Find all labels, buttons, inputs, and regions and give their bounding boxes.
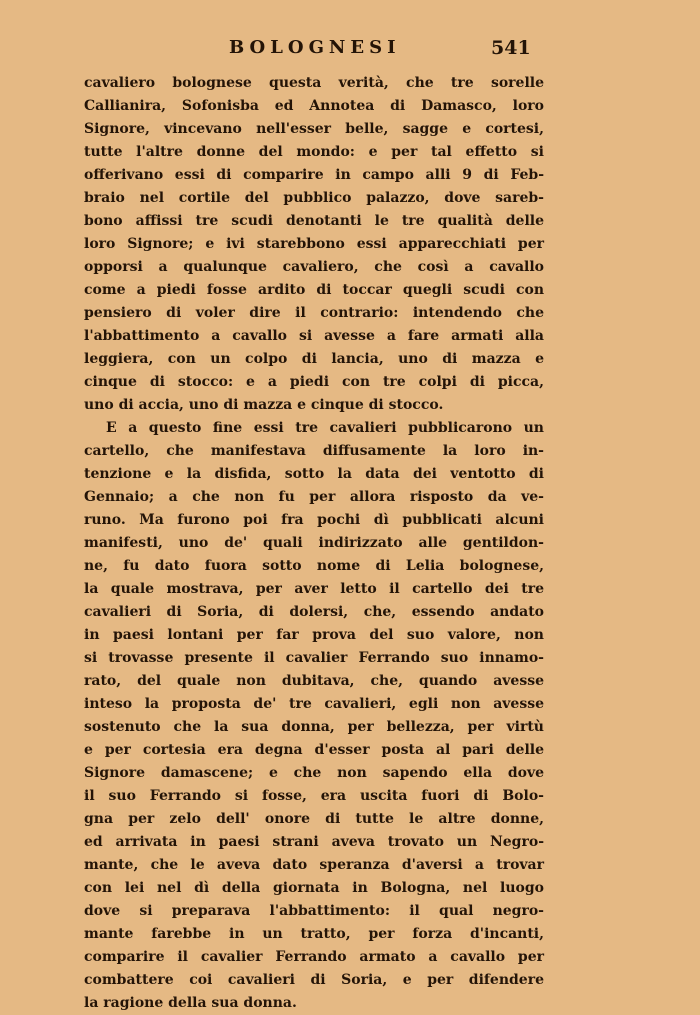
text-line: braio nel cortile del pubblico palazzo, dove sareb-	[84, 190, 544, 206]
running-head	[0, 36, 700, 66]
text-line: si trovasse presente il cavalier Ferrando suo innamo-	[84, 650, 544, 666]
page-number: 541	[491, 37, 531, 59]
text-line: in paesi lontani per far prova del suo valore, non	[84, 627, 544, 643]
text-line: con lei nel dì della giornata in Bologna, nel luogo	[84, 880, 544, 896]
text-line: gna per zelo dell' onore di tutte le altre donne,	[84, 811, 544, 827]
text-line: mante, che le aveva dato speranza d'aversi a trovar	[84, 857, 544, 873]
text-line: ed arrivata in paesi strani aveva trovato un Negro-	[84, 834, 544, 850]
text-line: cavalieri di Soria, di dolersi, che, essendo andato	[84, 604, 544, 620]
text-line: loro Signore; e ivi starebbono essi apparecchiati per	[84, 236, 544, 252]
paragraph-first-line: E a questo fine essi tre cavalieri pubblicarono un	[106, 420, 544, 436]
text-line: e per cortesia era degna d'esser posta al pari delle	[84, 742, 544, 758]
text-line: cavaliero bolognese questa verità, che tre sorelle	[84, 75, 544, 91]
text-line: cinque di stocco: e a piedi con tre colpi di picca,	[84, 374, 544, 390]
text-line: offerivano essi di comparire in campo alli 9 di Feb-	[84, 167, 544, 183]
text-line: inteso la proposta de' tre cavalieri, egli non avesse	[84, 696, 544, 712]
text-line: rato, del quale non dubitava, che, quando avesse	[84, 673, 544, 689]
text-line: Callianira, Sofonisba ed Annotea di Damasco, loro	[84, 98, 544, 114]
text-line: pensiero di voler dire il contrario: intendendo che	[84, 305, 544, 321]
text-line: l'abbattimento a cavallo si avesse a fare armati alla	[84, 328, 544, 344]
text-line: la ragione della sua donna.	[84, 995, 297, 1011]
text-line: manifesti, uno de' quali indirizzato alle gentildon-	[84, 535, 544, 551]
text-line: uno di accia, uno di mazza e cinque di stocco.	[84, 397, 444, 413]
text-line: tutte l'altre donne del mondo: e per tal effetto si	[84, 144, 544, 160]
text-line: runo. Ma furono poi fra pochi dì pubblicati alcuni	[84, 512, 544, 528]
text-line: ne, fu dato fuora sotto nome di Lelia bolognese,	[84, 558, 544, 574]
text-line: Signore, vincevano nell'esser belle, sagge e cortesi,	[84, 121, 544, 137]
text-line: combattere coi cavalieri di Soria, e per difendere	[84, 972, 544, 988]
text-line: la quale mostrava, per aver letto il cartello dei tre	[84, 581, 544, 597]
text-line: come a piedi fosse ardito di toccar quegli scudi con	[84, 282, 544, 298]
text-line: mante farebbe in un tratto, per forza d'incanti,	[84, 926, 544, 942]
text-line: dove si preparava l'abbattimento: il qual negro-	[84, 903, 544, 919]
text-line: comparire il cavalier Ferrando armato a cavallo per	[84, 949, 544, 965]
body-text	[84, 72, 544, 1015]
text-line: opporsi a qualunque cavaliero, che così a cavallo	[84, 259, 544, 275]
text-line: cartello, che manifestava diffusamente la loro in-	[84, 443, 544, 459]
text-line: il suo Ferrando si fosse, era uscita fuori di Bolo-	[84, 788, 544, 804]
text-line: Gennaio; a che non fu per allora risposto da ve-	[84, 489, 544, 505]
text-line: tenzione e la disfida, sotto la data dei ventotto di	[84, 466, 544, 482]
text-line: Signore damascene; e che non sapendo ella dove	[84, 765, 544, 781]
text-line: leggiera, con un colpo di lancia, uno di mazza e	[84, 351, 544, 367]
text-line: bono affissi tre scudi denotanti le tre qualità delle	[84, 213, 544, 229]
running-title: BOLOGNESI	[229, 37, 401, 58]
text-line: sostenuto che la sua donna, per bellezza, per virtù	[84, 719, 544, 735]
